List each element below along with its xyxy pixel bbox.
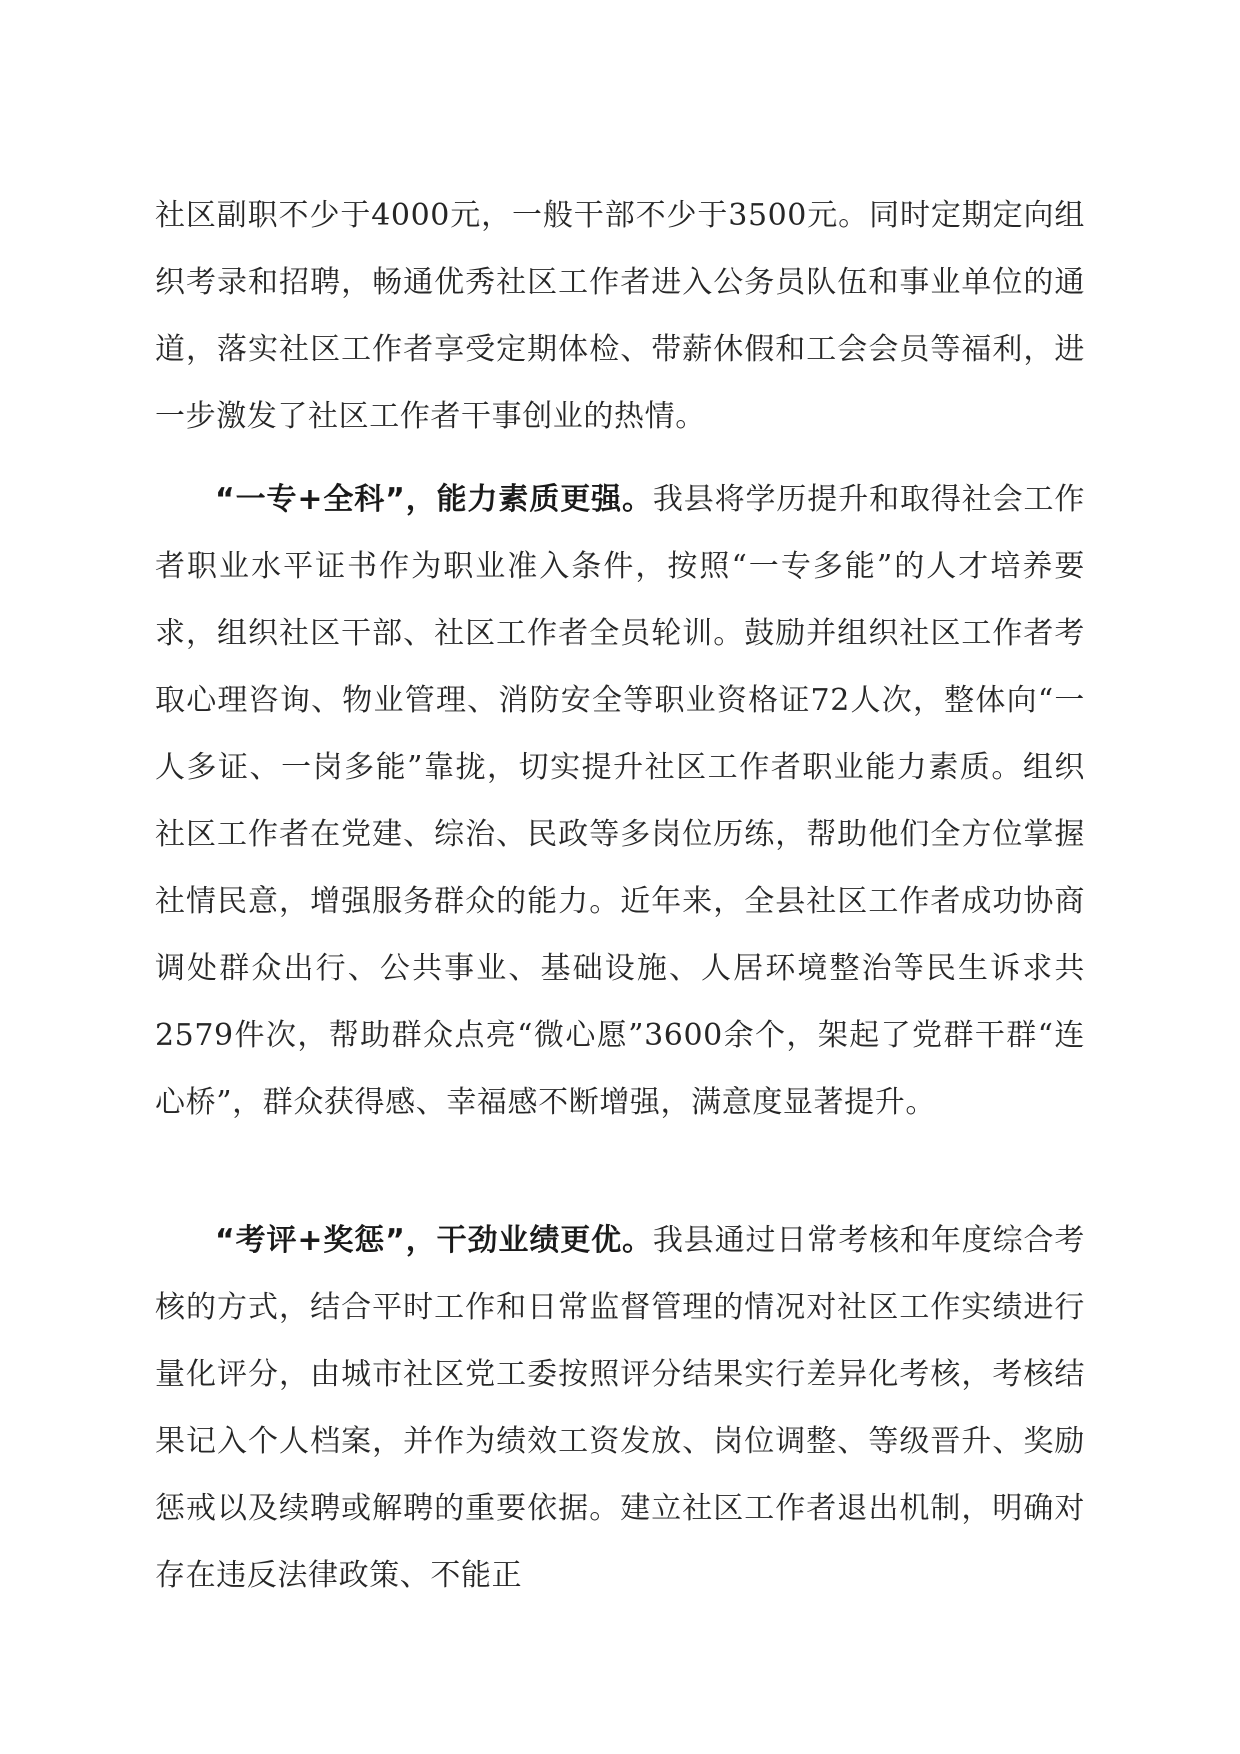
paragraph-heading: “一专+全科”，能力素质更强。 xyxy=(215,482,653,517)
paragraph-text xyxy=(155,1207,1085,1609)
paragraph-ability xyxy=(155,466,1085,1136)
paragraph-body: 我县通过日常考核和年度综合考核的方式，结合平时工作和日常监督管理的情况对社区工作实绩进行量化评分，由城市社区党工委按照评分结果实行差异化考核，考核结果记入个人档案，并作为绩效工资发放、岗位调整、等级晋升、奖励惩戒以及续聘或解聘的重要依据。建立社区工作者退出机制，明确对存在违反法律政策、不能正 xyxy=(155,1223,1085,1593)
paragraph-continuation xyxy=(155,182,1085,450)
paragraph-body: 社区副职不少于4000元，一般干部不少于3500元。同时定期定向组织考录和招聘，畅通优秀社区工作者进入公务员队伍和事业单位的通道，落实社区工作者享受定期体检、带薪休假和工会会员等福利，进一步激发了社区工作者干事创业的热情。 xyxy=(155,198,1085,434)
paragraph-text xyxy=(155,466,1085,1136)
paragraph-heading: “考评+奖惩”，干劲业绩更优。 xyxy=(215,1223,653,1258)
paragraph-body: 我县将学历提升和取得社会工作者职业水平证书作为职业准入条件，按照“一专多能”的人才培养要求，组织社区干部、社区工作者全员轮训。鼓励并组织社区工作者考取心理咨询、物业管理、消防安全等职业资格证72人次，整体向“一人多证、一岗多能”靠拢，切实提升社区工作者职业能力素质。组织社区工作者在党建、综治、民政等多岗位历练，帮助他们全方位掌握社情民意，增强服务群众的能力。近年来，全县社区工作者成功协商调处群众出行、公共事业、基础设施、人居环境整治等民生诉求共2579件次，帮助群众点亮“微心愿”3600余个，架起了党群干群“连心桥”，群众获得感、幸福感不断增强，满意度显著提升。 xyxy=(155,482,1085,1120)
paragraph-evaluation xyxy=(155,1207,1085,1609)
